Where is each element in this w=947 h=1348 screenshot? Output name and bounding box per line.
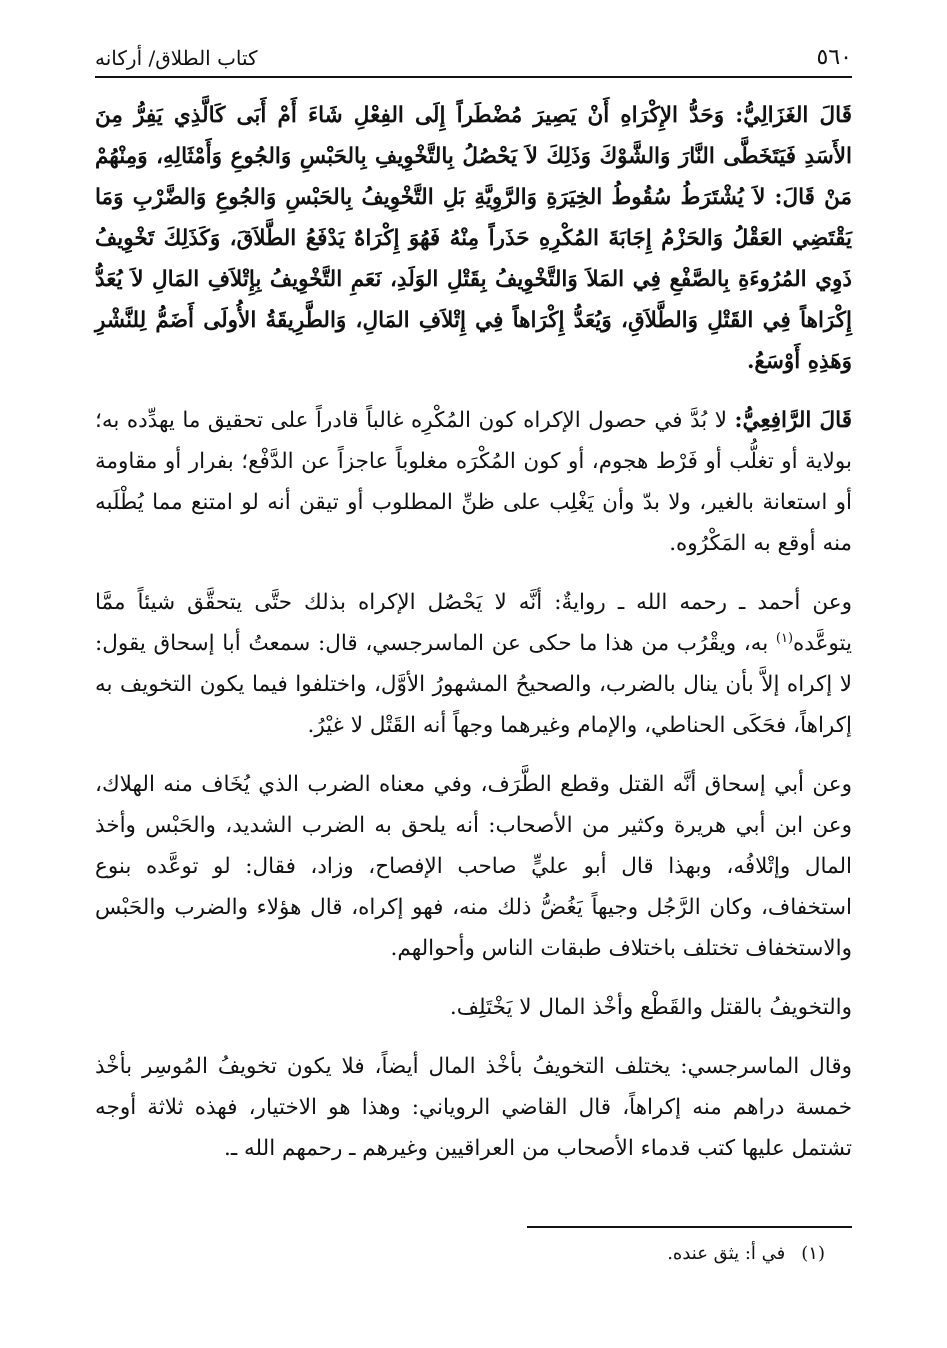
page-number: ٥٦٠ [816,45,852,70]
chapter-title: كتاب الطلاق/ أركانه [95,46,258,70]
paragraph-text: لا بُدَّ في حصول الإكراه كون المُكْرِه غالباً قادراً على تحقيق ما يهدِّده به؛ بولاية أو تغلُّب أو فَرْط هجوم، أو كون المُكْرَه مغلوباً عاجزاً عن الدَّفْع؛ بفرار أو مقاومة أو استعانة بالغير، ولا بدّ وأن يَغْلِب على ظنِّ المطلوب أو تيقن أنه لو امتنع مما يُطْلَبه منه أوقع به المَكْرُوه. [95,408,852,556]
main-text [95,95,852,1187]
speaker-label: قَالَ الغَزَالِيُّ: [735,103,853,128]
paragraph-text: وعن أحمد ـ رحمه الله ـ روايةٌ: أنَّه لا يَحْصُل الإكراه بذلك حتَّى يتحقَّق شيئاً ممَّا يتوعَّده [95,590,852,656]
paragraph-text: والتخويفُ بالقتل والقَطْع وأخْذ المال لا يَخْتَلِف. [449,995,852,1020]
paragraph-text: به، ويقْرُب من هذا ما حكى عن الماسرجسي، قال: سمعتُ أبا إسحاق يقول: لا إكراه إلاَّ بأن ينال بالضرب، والصحيحُ المشهورُ الأوَّل، واختلفوا فيما يكون التخويف به إكراهاً، فحَكَى الحناطي، والإمام وغيرهما وجهاً أنه القَتْل لا غيْرُ. [95,631,852,738]
paragraph-ahmad [95,582,852,746]
paragraph-rafii [95,400,852,564]
paragraph-abu-ishaq [95,764,852,969]
paragraph-ghazali [95,95,852,382]
paragraph-takhwif [95,987,852,1028]
footnote-number: (١) [801,1243,825,1264]
paragraph-text: وقال الماسرجسي: يختلف التخويفُ بأخْذ المال أيضاً، فلا يكون تخويفُ المُوسِر بأخْذ خمسة دراهم منه إكراهاً، قال القاضي الروياني: وهذا هو الاختيار، فهذه ثلاثة أوجه تشتمل عليها كتب قدماء الأصحاب من العراقيين وغيرهم ـ رحمهم الله ـ. [95,1054,852,1161]
paragraph-masarjasi [95,1046,852,1169]
speaker-label: قَالَ الرَّافِعِيُّ: [734,408,852,433]
paragraph-text: وعن أبي إسحاق أنَّه القتل وقطع الطَّرَف، وفي معناه الضرب الذي يُخَاف منه الهلاك، وعن ابن أبي هريرة وكثير من الأصحاب: أنه يلحق به الضرب الشديد، والحَبْس وأخذ المال وإتْلافُه، وبهذا قال أبو عليٍّ صاحب الإفصاح، وزاد، فقال: لو توعَّده بنوع استخفاف، وكان الرَّجُل وجيهاً يَغُضُّ ذلك منه، فهو إكراه، قال هؤلاء والضرب والحَبْس والاستخفاف تختلف باختلاف طبقات الناس وأحوالهم. [95,772,852,961]
footnote-text: في أ: يثق عنده. [667,1243,786,1264]
running-header [95,36,852,78]
footnote-reference[interactable]: (١) [775,630,794,646]
paragraph-text: وَحَدُّ الإِكْرَاهِ أَنْ يَصِيرَ مُضْطَراً إِلَى الفِعْلِ شَاءَ أَمْ أَبَى كَالَّذِي يَفِرُّ مِنَ الأَسَدِ فَيَتَخَطَّى النَّارَ وَالشَّوْكَ وَذَلِكَ لاَ يَحْصُلُ بِالتَّخْوِيفِ بِالحَبْسِ وَالجُوعِ وَأَمْثَالِهِ، وَمِنْهُمْ مَنْ قَالَ: لاَ يُشْتَرَطُ سُقُوطُ الخِيَرَةِ وَالرَّوِيَّةِ بَلِ التَّخْوِيفُ بِالحَبْسِ وَالجُوعِ وَالضَّرْبِ وَمَا يَقْتَضِي العَقْلُ وَالحَزْمُ إِجَابَةَ المُكْرِهِ حَذَراً مِنْهُ فَهُوَ إِكْرَاهٌ يَدْفَعُ الطَّلاَقَ، وَكَذَلِكَ تَخْوِيفُ ذَوِي المُرُوءَةِ بِالصَّفْعِ فِي المَلاَ وَالتَّخْوِيفُ بِقَتْلِ الوَلَدِ، نَعَمِ التَّخْوِيفُ بِإِتْلاَفِ المَالِ لاَ يُعَدُّ إِكْرَاهاً فِي القَتْلِ وَالطَّلاَقِ، وَيُعَدُّ إِكْرَاهاً فِي إِتْلاَفِ المَالِ، وَالطَّرِيقَةُ الأُولَى أَضَمُّ لِلنَّشْرِ وَهَذِهِ أَوْسَعُ. [95,103,852,374]
footnote [667,1240,825,1268]
footnote-divider [527,1226,852,1228]
